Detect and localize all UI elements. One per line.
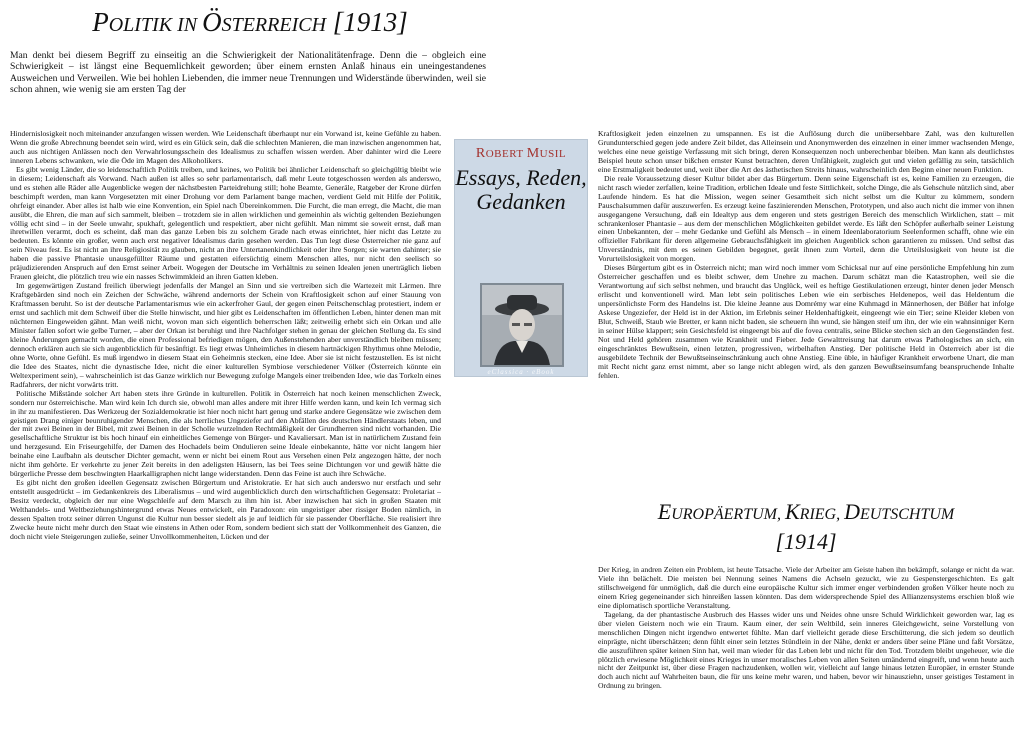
- cover-title: Essays, Reden, Gedanken: [455, 165, 587, 214]
- section-title-europaeertum: EUROPÄERTUM, KRIEG, DEUTSCHTUM [1914]: [598, 498, 1014, 555]
- paragraph: Tagelang, da der phantastische Ausbruch des Hasses wider uns und Neides ohne unsre Schuld Wirklichkeit geworden war, lag es über vielen Geistern noch wie ein Traum. Kaum einer, der sein Weltbild, sein inneres Gleichgewicht, seine Vorstellung von menschlichen Dingen nicht irgendwo entwertet fühlte. Man darf vielleicht gerade diese Erschütterung, die sich jedem so deutlich einprägte, nicht überschätzen; denn fühlt einer sein letztes Stündlein in der Nähe, denkt er anders über seine Pläne und faßt Vorsätze, die auszuführen später keinen Sinn hat, weil man wieder für das Leben lebt und nicht für den Tod. Trotzdem bleibt ungeheuer, wie die plötzlich erwiesene Möglichkeit eines Krieges in unser moralisches Leben von allen Seiten umändernd eingreift, und wenn heute auch nicht der Zeitpunkt ist, über diese Fragen nachzudenken, wollen wir, vielleicht auf lange hinaus letzten Europäer, in ernster Stunde doch auch nicht auf Wahrheiten baun, die für uns keine mehr waren, und haben, bevor wir hinausziehn, unser geistiges Testament in Ordnung zu bringen.: [598, 609, 1014, 691]
- portrait-illustration: [482, 285, 562, 365]
- section2-body-text: [598, 566, 1014, 734]
- paragraph: Politische Mißstände solcher Art haben stets ihre Gründe in kulturellen. Politik in Österreich hat noch keinen menschlichen Zweck, sondern nur österreichische. Man wird kein Ich durch sie, obwohl man alles andere mit ihrer Hilfe werden kann, und kein Ich vermag sich in ihr zu manifestieren. Das Werkzeug der Sozialdemokratie ist hier noch nicht hart genug und starke andere Gegensätze wie zwischen dem geistigen Drang einiger beunruhigender Menschen, die als herrliches Ungeziefer auf den Abfällen des deutschen Händlerstaats leben, und der mit zwei Beinen in der Bibel, mit zwei Beinen in der Scholle wurzelnden Rechtmäßigkeit der Grundherren sind nicht vorhanden. Die gesellschaftliche Struktur ist bis hoch hinauf ein einheitliches Gemenge von Bürger- und Kavaliersart. Man ist in natürlichem Zustand fein und herzgesund. Ein Friseurgehilfe, der Damen des Hochadels beim Ondulieren seine Ideale einbekannte, hätte vor nicht langem hier beinahe eine Laufbahn als deutscher Dichter gemacht, wenn er nicht bei einem Rout aus Versehen einen Pelz angezogen hätte, der noch nicht ihm gehörte. Er verkehrte zu jener Zeit bereits in den adeligsten Häusern, las bei Tees seine Dichtungen vor und gewiß hätte die bürgerliche Presse dem beschwingten Haarkalligraphen nicht lange widerstanden. Denn das Feine ist auch ihre Schwäche.: [10, 388, 441, 479]
- cover-author: ROBERT MUSIL: [475, 146, 567, 161]
- paragraph: Dieses Bürgertum gibt es in Österreich nicht; man wird noch immer vom Schicksal nur auf eine persönliche Empfehlung hin zum Österreicher geschaffen und es bleibt schwer, dem Unehre zu machen. Darum schätzt man die Katastrophen, weil sie die Verantwortung auf sich selbst nehmen, und braucht das Unglück, weil es heftige Gestikulationen erzeugt, hinter denen jeder Mensch erlischt und konventionell wird. Man lebt sein politisches Leben wie ein serbisches Heldenepos, weil das Heldentum die unpersönlichste Form des Handelns ist. Die kleine Jeanne aus Domrémy war eine Kuhmagd in Männerhosen, der Büßer hat infolge Askese Ungeziefer, der Held ist in der Aktion, im Erlebnis seiner Heldenhaftigkeit, eingeengt wie ein Tier; seine Kleider kleben von Blut, Schweiß, Staub wie Bretter, er kann nicht baden, sie scheuern ihn wund, sie hängen steif um ihn, der wie ein wahnsinniger Kern in seiner Hülse klappert; sein Gesichtsfeld ist eingeengt bis auf die fovea centralis, seine Blicke stechen sich an den Gegenständen fest. Not und Held gehören zusammen wie Krankheit und Fieber. Jede Gewalttreisung hat darum etwas Pathologisches an sich, ein eingeschränktes Bewußtsein, einen letzten, progressiven, wirbelhaften Anstieg. Der politische Held in Österreich aber ist die ausgebildete Technik der Bewußtseinseinschränkung auch ohne Anstieg. Eine üble, in häufiger Krankheit erworbene Unart, die man mit Recht nicht ganz ernst nimmt, aber so lange nicht ablegen wird, als den ganzen Bewußtseinsumfang beanspruchende Inhalte fehlen.: [598, 263, 1014, 380]
- book-cover-image: [454, 139, 588, 377]
- paragraph: Es gibt nicht den großen ideellen Gegensatz zwischen Bürgertum und Aristokratie. Er hat sich auch anderswo nur erstfach und sehr entstellt ausgedrückt – im Gedankenkreis des Liberalismus – und wird augenblicklich durch den wirtschaftlichen Gegensatz: Proletariat – Besitz verdeckt, obgleich der nur eine Wegschleife auf dem Marsch zu ihm hin ist. Aber inzwischen hat sich in großen Staaten mit Welthandels- und Weltbeziehungshintergrund etwas Neues entwickelt, ein Paradoxon: ein ungeistiger aber rissiger Boden nämlich, in dessen Spalten trotz seiner dürren Ungunst die Kultur nun besser siedelt als je auf leidlich für sie passender Oberfläche. Sie realisiert ihre Zwecke heute nicht mehr durch den Staat wie einstens in Athen oder Rom, sondern bedient sich statt der Vollkommenheit des Ganzen, die doch nicht viele Steigerungen zuließe, seiner Unvollkommenheiten, Lücken und der: [10, 478, 441, 541]
- paragraph: Kraftlosigkeit jeden einzelnen zu umspannen. Es ist die Auflösung durch die unübersehbare Zahl, was den kulturellen Grundunterschied gegen jede andere Zeit bildet, das Alleinsein und Anonymwerden des einzelnen in einer immer wachsenden Menge, welches eine neue geistige Verfassung mit sich bringt, deren Konsequenzen noch unberechenbar bleiben. Man kann als deutlichstes Beispiel heute schon unser bißchen ernster Kunst betrachten, deren Unfähigkeit, zugleich gut und vielen gefällig zu sein, tatsächlich eine Erstmaligkeit bedeutet und, weit über die Art des ästhetischen Streits hinaus, wahrscheinlich den Beginn einer neuen Funktion.: [598, 130, 1014, 174]
- paragraph: Im gegenwärtigen Zustand freilich überwiegt jedenfalls der Mangel an Sinn und sie vertreiben sich die Wartezeit mit Lärmen. Ihre Kraftgebärden sind noch ein Zeichen der Schwäche, während andernorts der Schein von Kraftlosigkeit schon auf einer Stauung von Kraftmassen beruht. So ist der deutsche Parlamentarismus wie ein ackerfroher Gaul, der gegen einen Peitschenschlag protestiert, indem er ernst und sachlich mit dem Schweif über die Stelle hinwischt, und hier gibt es Leidenschaften im öffentlichen Leben, hinter denen man mit nüchternen Eingeweiden gähnt. Man weiß nicht, wovon man sich eigentlich beherrschen läßt; zeitweilig erhebt sich ein Orkan und alle Minister fallen sofort wie gelbe Turner, – aber der Orkan ist beruhigt und ihre Nachfolger stehen in genau der gleichen Stellung da. Es sind kleine Änderungen gemacht worden, die einen Professional befriedigen mögen, den Außenstehenden aber unverständlich bleiben müssen; dennoch erklären auch sie sich augenblicklich für besänftigt. Es liegt etwas Unheimliches in diesem hartnäckigen Rhythmus ohne Melodie, ohne Worte, ohne Gefühl. Es muß irgendwo in diesem Staat ein Geheimnis stecken, eine Idee. Aber sie ist nicht festzustellen. Es ist nicht die Idee des Staates, nicht die dynastische Idee, nicht die einer kulturellen Symbiose verschiedener Völker (Österreich könnte ein Weltexperiment sein), – wahrscheinlich ist das Ganze wirklich nur Bewegung zufolge Mangels einer treibenden Idee, wie das Torkeln eines Radfahrers, der nicht vorwärts tritt.: [10, 281, 441, 389]
- intro-paragraph: Man denkt bei diesem Begriff zu einseitig an die Schwierigkeit der Nationalitätenfrage. Denn die – obgleich eine Schwierigkeit – ist längst eine Bequemlichkeit geworden; über einem ernsten Anlaß hinaus ein uneingestandenes Ausweichen und Verweilen. Wie bei hohlen Liebenden, die immer neue Trennungen und Widerstände überwinden, weil sie schon ahnen, wie wenig sie am ersten Tag der: [10, 50, 486, 95]
- section-year: [1914]: [775, 529, 837, 554]
- paragraph: Hindernislosigkeit noch miteinander anzufangen wissen werden. Wie Leidenschaft überhaupt nur ein Vorwand ist, keine Gefühle zu haben. Wenn die große Abrechnung beendet sein wird, wird es ein Glück sein, daß die schlechten Manieren, die man inzwischen angenommen hat, auch aus nichtigen Anlässen noch den Verwahrlosungsschein des Idealismus zu schaffen wissen werden. Aber dahinter wird die Leere inneren Lebens schwanken, wie die Öde im Magen des Alkoholikers.: [10, 130, 441, 165]
- publisher-logo: eClassica · eBook: [487, 368, 555, 376]
- paragraph: Die reale Voraussetzung dieser Kultur bildet aber das Bürgertum. Denn seine Eigenschaft ist es, keine Familien zu erzeugen, die nicht rasch wieder zerfallen, keine Tradition, erblichen Ideale und feste Sittlichkeit, solche Dinge, die als Gehschule nützlich sind, aber Laufende hindern. Es hat die Mission, wegen seiner Gesamtheit sich nicht selbst um die Kultur zu kümmern, sondern Pauschalsummen dafür auszuwerfen. Es erzeugt keine faszinierenden Menschen, Prototypen, und also auch nicht die immer von ihnen ausgegangene Versuchung, daß ein Idealtyp aus dem engeren und stets gestrigen Bereich des menschlich Wirklichen, statt – mit schrankenloser Phantasie – aus dem der menschlichen Möglichkeiten gebildet werde. Es läßt den Schöpfer außerhalb seiner Leistung einen Unbekannten, der – mehr Gedanke und Gefühl als Mensch – in einem Ideenlaboratorium Seelenformen schafft, ohne wie ein offizieller Fabrikant für deren allgemeine Gebrauchsfähigkeit im gleichen Augenblick schon garantieren zu müssen. Und selbst das Unverständnis, mit dem es seinen Gebilden begegnet, gerät ihnen zum Vorteil, denn die Urteilslosigkeit von heute ist die Vorurteilslosigkeit von morgen.: [598, 173, 1014, 264]
- left-column-text: [10, 130, 441, 734]
- paragraph: Es gibt wenig Länder, die so leidenschaftlich Politik treiben, und keines, wo Politik bei ähnlicher Leidenschaft so gleichgültig bleibt wie in diesem; Leidenschaft als Vorwand. Nach außen ist alles so sehr parlamentarisch, daß mehr Leute totgeschossen werden als anderswo, und es stehen alle Räder alle Augenblicke wegen der nächstbesten Parteidrehung still; hohe Beamte, Generäle, Ratgeber der Krone dürfen beschimpft werden, man kann Vorgesetzten mit einer Drohung vor dem Parlament bange machen, verdient Geld mit Hilfe der Politik, ohrfeigt einander. Aber alles ist halb wie eine Konvention, ein Spiel nach Übereinkommen. Die Furcht, die man erregt, die Macht, die man ausübt, die Ehren, die man auf sich sammelt, bleiben – trotzdem sie in allen wirklichen und gemeinhin als wichtig geltenden Beziehungen völlig echt sind – in der Seele unwahr, spukhaft, gelegentlich und respektiert, aber nicht gefühlt. Man nimmt sie soweit ernst, daß man ihretwillen verarmt, doch es scheint, daß man das ganze Leben bis zu solchem Grade nach etwas einrichtet, hier nicht das Letzte zu bedeuten. Es könnte ein großer, wenn auch erst negativer Idealismus darin gesehen werden. Das Tun legt diese Österreicher nie ganz auf sein Niveau fest. Es ist nicht an ihre Religiosität zu glauben, nicht an ihre Untertanenkindlichkeit oder ihre Sorgen; sie warten dahinter; sie haben die passive Phantasie unausgefüllter Räume und gestatten eifersüchtig einem Menschen alles, nur nicht den seelisch so präjudizierenden Anspruch auf den Ernst seiner Arbeit. Wogegen der Deutsche im Verhältnis zu seinen Idealen jenen unerträglich lieben Frauen gleicht, die plötzlich treu wie ein nasses Schwimmkleid an ihren Gatten kleben.: [10, 164, 441, 282]
- author-portrait-photo: [480, 283, 564, 367]
- right-column-text: [598, 130, 1014, 483]
- paragraph: Der Krieg, in andren Zeiten ein Problem, ist heute Tatsache. Viele der Arbeiter am Geiste haben ihn bekämpft, solange er nicht da war. Viele ihn belächelt. Die meisten bei Nennung seines Namens die Achseln gezuckt, wie zu Gespenstergeschichten. Es galt stillschweigend für unmöglich, daß die durch eine europäische Kultur sich immer enger verbindenden großen Völker heute noch zu einem Krieg gegeneinander sich hinreißen lassen könnten. Das dem widersprechende Spiel des Allianzensystems erschien bloß wie eine diplomatisch sportliche Veranstaltung.: [598, 566, 1014, 610]
- section-title-politik: POLITIK IN ÖSTERREICH [1913]: [92, 7, 408, 37]
